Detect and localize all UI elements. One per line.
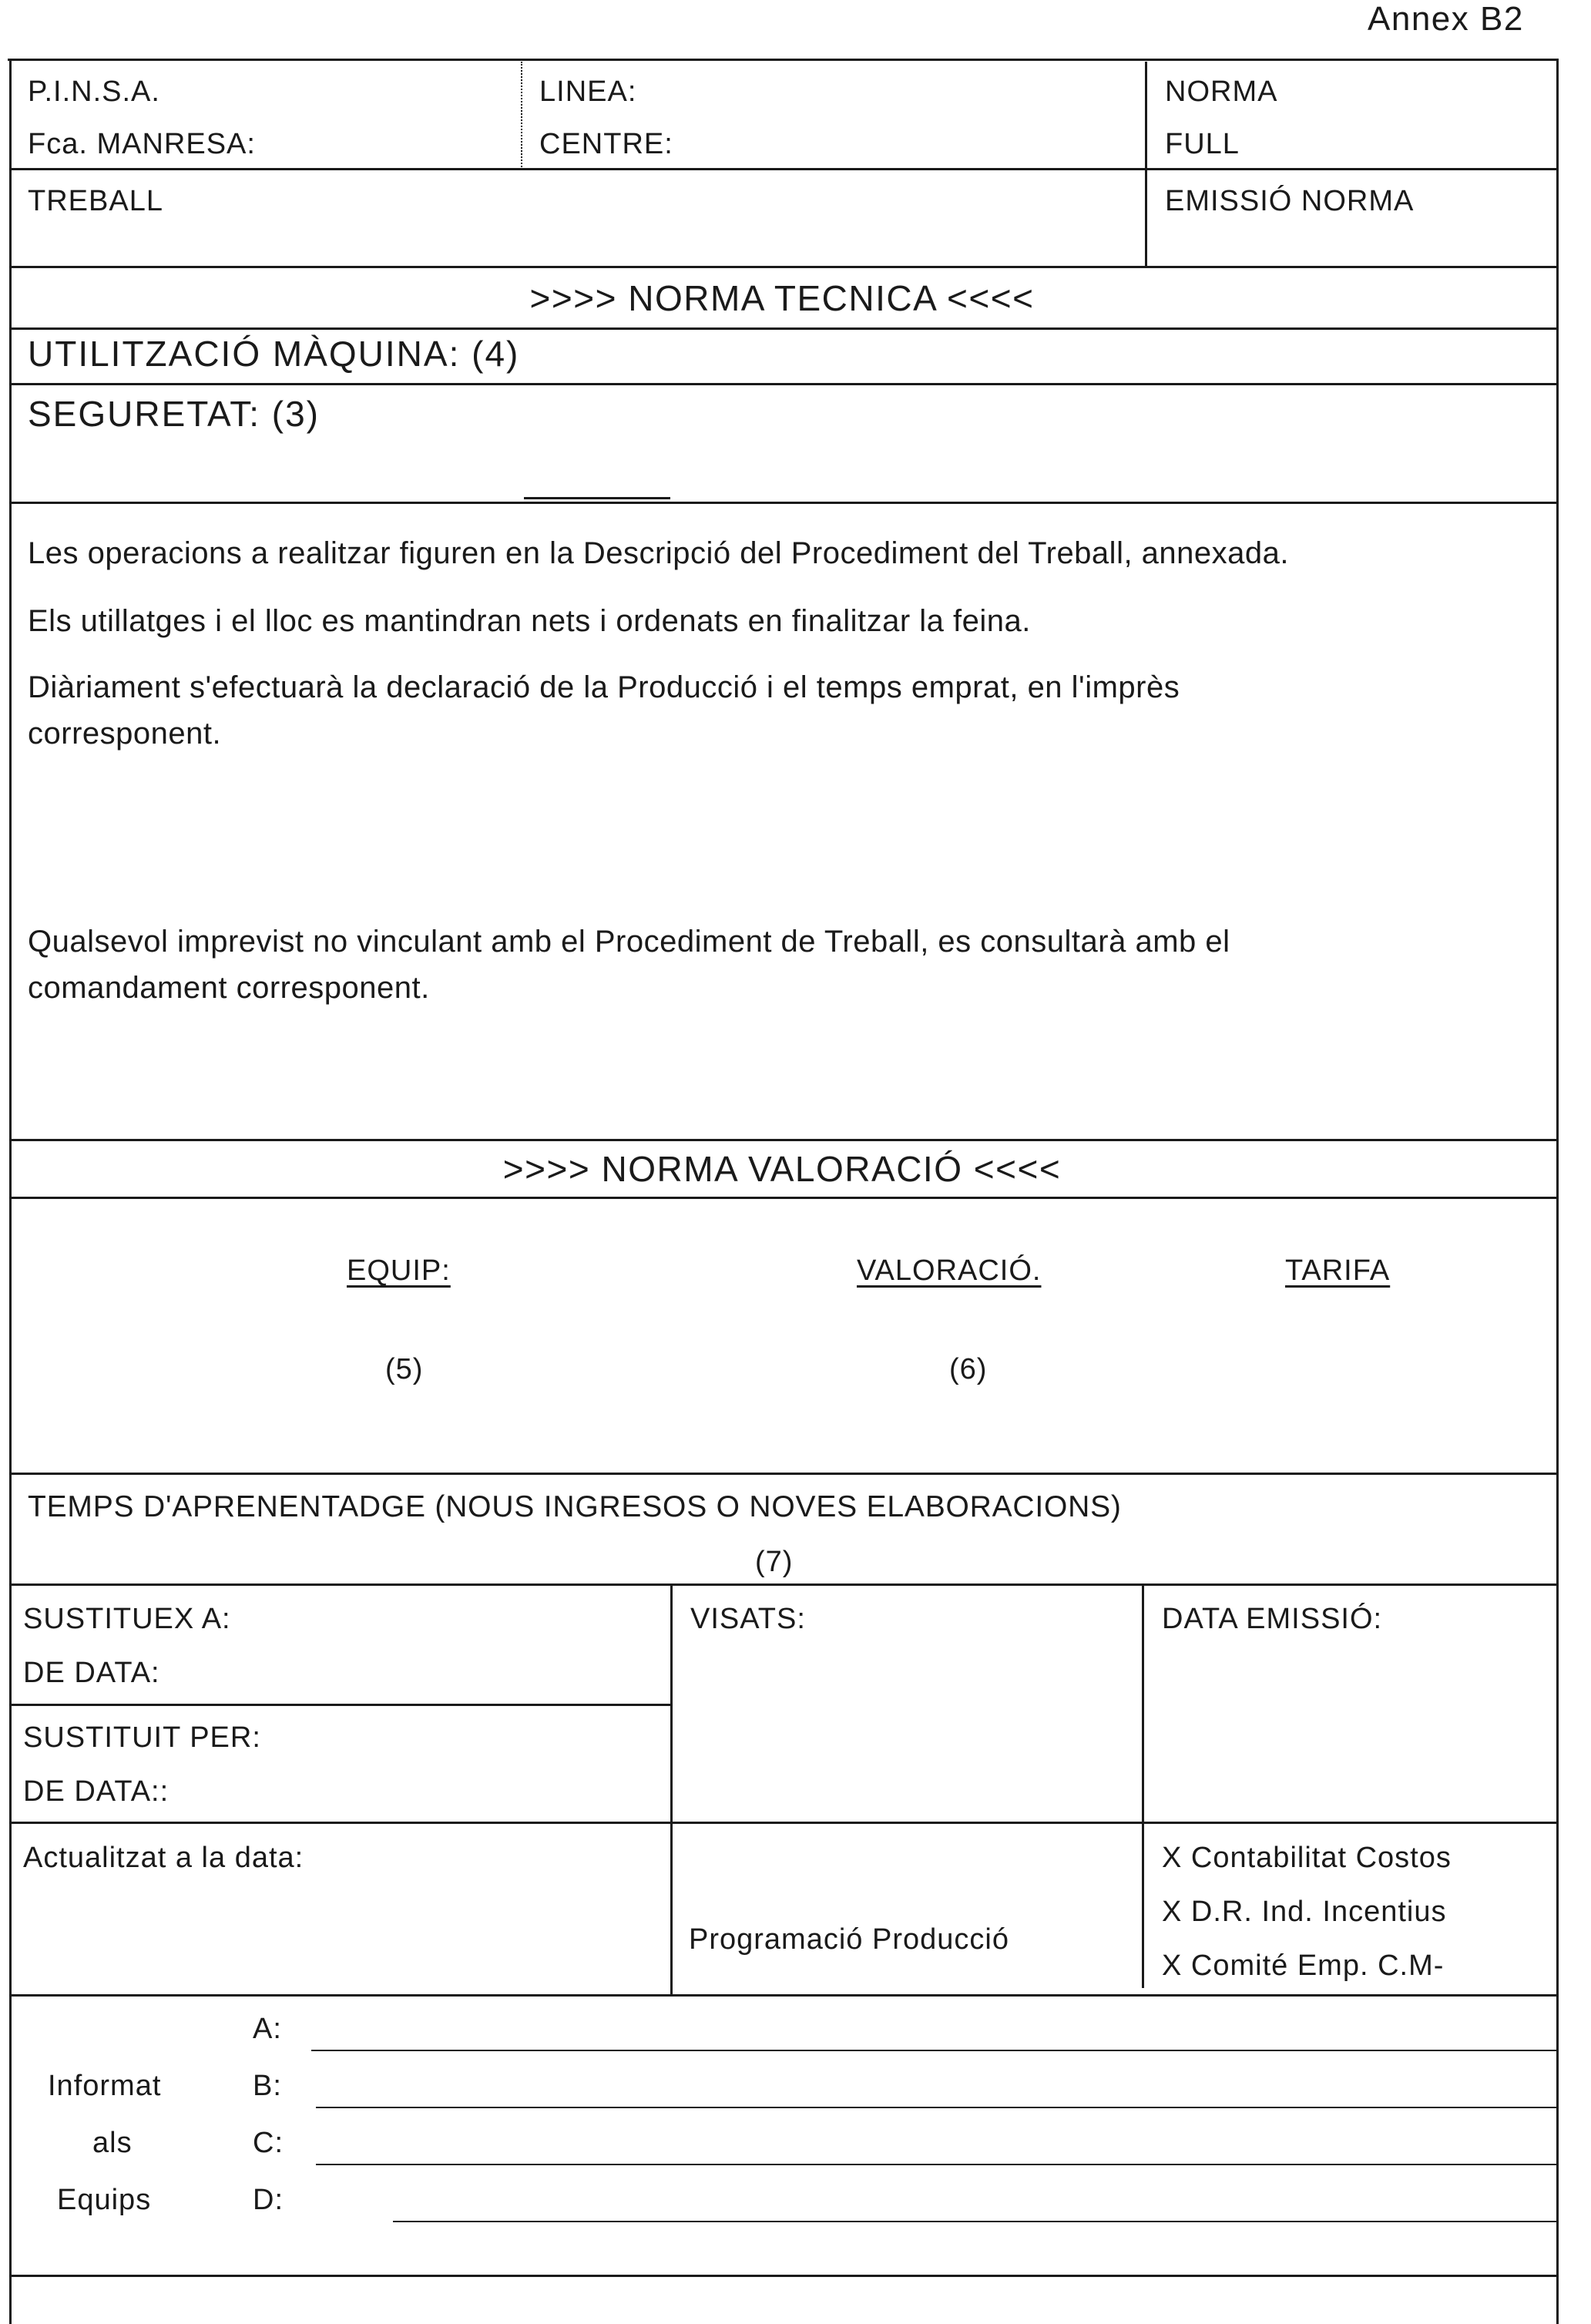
- frame-left-line: [9, 59, 12, 2324]
- letter-a: A:: [253, 2013, 282, 2045]
- norma-tecnica-line-2: [9, 383, 1558, 385]
- instruction-paragraph-1: Les operacions a realitzar figuren en la Descripció del Procediment del Treball, annexada.: [28, 536, 1290, 570]
- header-line-2: [9, 266, 1558, 268]
- footer-line-1: [9, 1583, 1558, 1586]
- informat-line-b[interactable]: [316, 2107, 1556, 2108]
- instruction-paragraph-4: Qualsevol imprevist no vinculant amb el Procediment de Treball, es consultarà amb el comandament corresponent.: [28, 925, 1230, 1005]
- footer-line-sustituit: [9, 1704, 670, 1706]
- utilitzacio-maquina-label: UTILITZACIÓ MÀQUINA: (4): [28, 334, 520, 374]
- seguretat-label: SEGURETAT: (3): [28, 394, 320, 434]
- footer-line-3: [9, 1994, 1558, 1997]
- equip-label: EQUIP:: [347, 1254, 451, 1287]
- linea-field-label: LINEA:: [539, 76, 637, 108]
- company-name: P.I.N.S.A.: [28, 76, 160, 108]
- norma-field-label: NORMA: [1165, 76, 1278, 108]
- emissio-norma-field-label: EMISSIÓ NORMA: [1165, 185, 1415, 217]
- equip-value: (5): [385, 1353, 424, 1385]
- visats-label: VISATS:: [690, 1603, 806, 1635]
- aprenentatge-label: TEMPS D'APRENENTADGE (NOUS INGRESOS O NOVES ELABORACIONS): [28, 1490, 1122, 1523]
- actualitzat-label: Actualitzat a la data:: [23, 1842, 304, 1874]
- footer-line-2: [9, 1822, 1558, 1824]
- letter-c: C:: [253, 2127, 284, 2159]
- valoracio-value: (6): [949, 1353, 988, 1385]
- de-data-label-1: DE DATA:: [23, 1657, 160, 1689]
- frame-right-line: [1556, 59, 1559, 2324]
- informat-line-d[interactable]: [393, 2221, 1556, 2222]
- aprenentatge-value: (7): [755, 1546, 794, 1578]
- tarifa-label: TARIFA: [1285, 1254, 1391, 1287]
- annex-label: Annex B2: [1368, 0, 1524, 38]
- sustituex-label: SUSTITUEX A:: [23, 1603, 231, 1635]
- distribution-incentius: X D.R. Ind. Incentius: [1162, 1896, 1447, 1928]
- programacio-produccio-label: Programació Producció: [689, 1923, 1009, 1956]
- valoracio-label: VALORACIÓ.: [857, 1254, 1042, 1287]
- factory-field-label: Fca. MANRESA:: [28, 128, 256, 160]
- footer-divider-1: [670, 1583, 673, 1996]
- equips-text: Equips: [57, 2184, 152, 2216]
- valoracio-line-2: [9, 1197, 1558, 1199]
- letter-d: D:: [253, 2184, 284, 2216]
- header-divider-1: [521, 62, 522, 170]
- norma-tecnica-line-1: [9, 327, 1558, 330]
- instruction-paragraph-2: Els utillatges i el lloc es mantindran nets i ordenats en finalitzar la feina.: [28, 604, 1031, 638]
- norma-valoracio-title: >>>> NORMA VALORACIÓ <<<<: [502, 1149, 1062, 1189]
- de-data-label-2: DE DATA::: [23, 1775, 170, 1808]
- treball-field-label: TREBALL: [28, 185, 163, 217]
- instruction-paragraph-3: Diàriament s'efectuarà la declaració de la Producció i el temps emprat, en l'imprès corresponent.: [28, 670, 1180, 751]
- centre-field-label: CENTRE:: [539, 128, 673, 160]
- header-divider-2: [1145, 62, 1147, 267]
- distribution-contabilitat: X Contabilitat Costos: [1162, 1842, 1452, 1874]
- decorative-short-line: [524, 497, 670, 499]
- frame-bottom-line: [9, 2275, 1558, 2277]
- distribution-comite: X Comité Emp. C.M-: [1162, 1950, 1445, 1982]
- norma-tecnica-line-3: [9, 502, 1558, 504]
- full-field-label: FULL: [1165, 128, 1240, 160]
- frame-top-line: [8, 59, 1558, 61]
- sustituit-label: SUSTITUIT PER:: [23, 1721, 261, 1754]
- aprenentatge-line-1: [9, 1473, 1558, 1475]
- informat-text: Informat: [48, 2070, 162, 2102]
- als-text: als: [92, 2127, 133, 2159]
- informat-line-c[interactable]: [316, 2164, 1556, 2165]
- data-emissio-label: DATA EMISSIÓ:: [1162, 1603, 1383, 1635]
- valoracio-line-1: [9, 1139, 1558, 1141]
- footer-divider-2: [1142, 1583, 1144, 1988]
- norma-tecnica-title: >>>> NORMA TECNICA <<<<: [529, 278, 1035, 318]
- informat-line-a[interactable]: [311, 2050, 1556, 2051]
- header-line-1: [9, 168, 1558, 170]
- letter-b: B:: [253, 2070, 282, 2102]
